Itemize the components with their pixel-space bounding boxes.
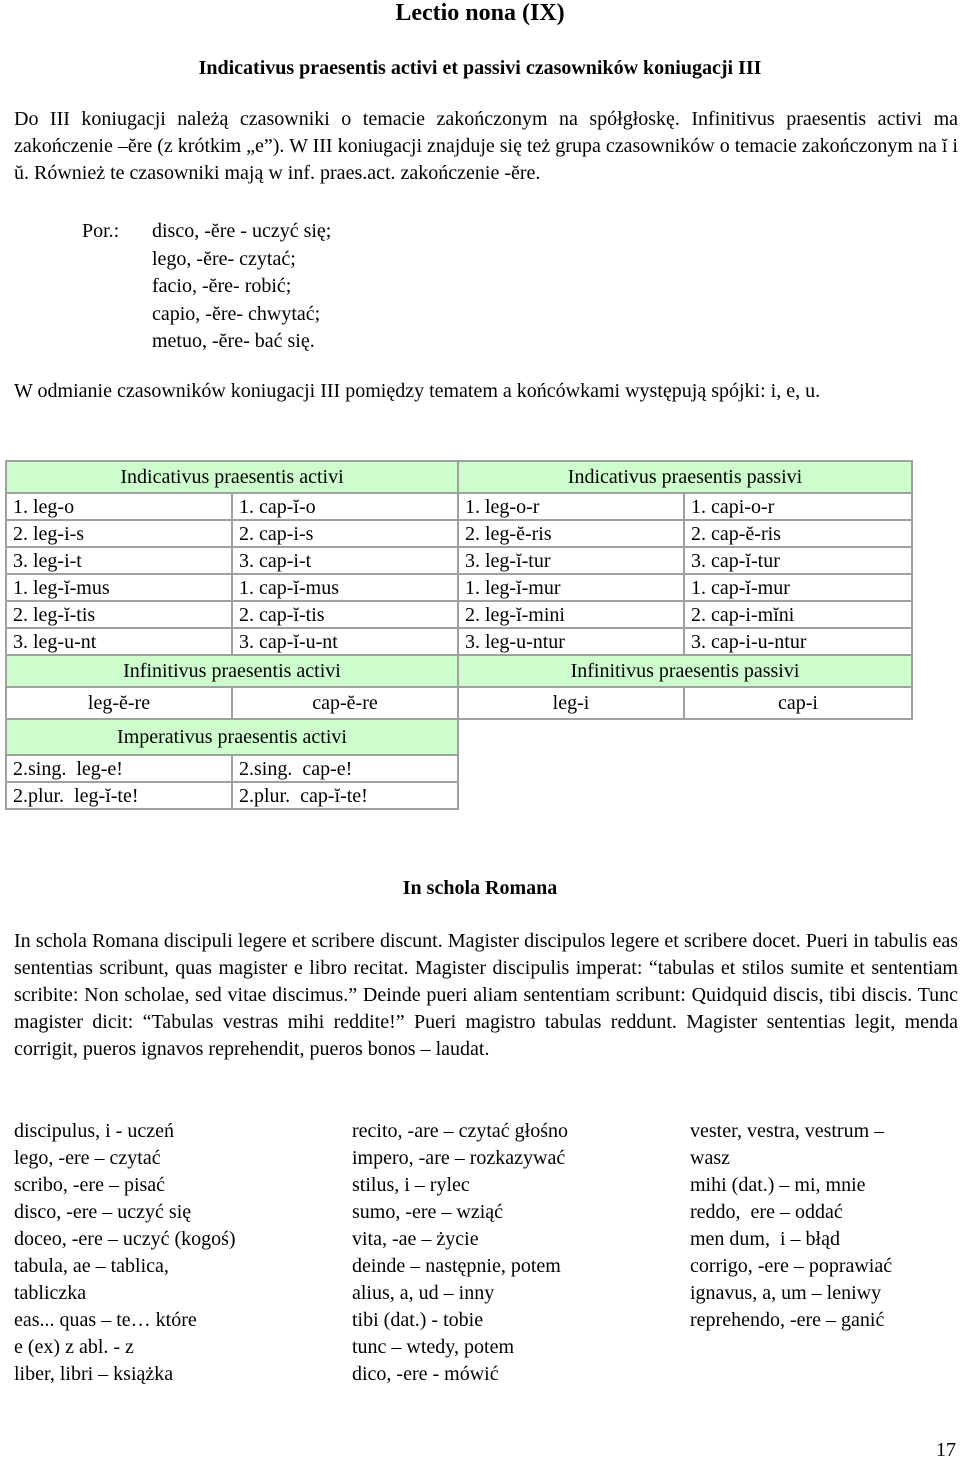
vocab-item: deinde – następnie, potem [352,1255,561,1277]
por-example: facio, -ĕre- robić; [152,275,292,297]
vocab-item: tabliczka [14,1282,87,1304]
vocab-column-2 [352,1118,682,1388]
table-cell: 2. cap-ĕ-ris [684,520,912,547]
table-cell: 1. leg-ĭ-mur [458,574,684,601]
table-cell: 3. leg-u-ntur [458,628,684,655]
table-row [6,574,912,601]
por-example: metuo, -ĕre- bać się. [152,330,315,352]
vocab-item: stilus, i – rylec [352,1174,470,1196]
table-row [6,687,912,719]
table-cell: 2. leg-ĭ-tis [6,601,232,628]
table-cell: 3. leg-u-nt [6,628,232,655]
vocab-column-1 [14,1118,344,1388]
table-cell: 3. cap-ĭ-tur [684,547,912,574]
vocab-item: scribo, -ere – pisać [14,1174,166,1196]
por-example: lego, -ĕre- czytać; [152,247,296,270]
reading-paragraph: In schola Romana discipuli legere et scribere discunt. Magister discipulos legere et scribere docet. Pueri in tabulis eas sententias scribunt, quas magister e libro recitat. Magister discipulis imperat: “tabulas et stilos sumite et sententiam scribite: Non scholae, sed vitae discimus.” Deinde pueri aliam sententiam scribunt: Quidquid discis, tibi discis. Tunc magister dicit: “Tabulas vestras mihi reddite!” Pueri magistro tabulas reddunt. Magister sententias legit, menda corrigit, pueros ignavos reprehendit, pueros bonos – laudat. [14,930,958,1060]
table-cell: 1. leg-o-r [458,493,684,520]
por-label: Por.: [82,220,120,242]
table-cell: 2.plur. leg-ĭ-te! [6,782,232,809]
vocab-item: vester, vestra, vestrum – [690,1120,885,1142]
table-cell: cap-i [684,687,912,719]
page-number: 17 [936,1439,956,1461]
header-imperative-active: Imperativus praesentis activi [6,719,458,755]
table-row [6,782,912,809]
table-cell: 2.sing. cap-e! [232,755,458,782]
vocab-item: discipulus, i - uczeń [14,1120,174,1142]
por-examples-list [152,218,331,356]
page-title: Lectio nona (IX) [395,0,565,26]
conjugation-table [5,460,913,810]
vocab-column-3 [690,1118,956,1334]
table-cell: 2. leg-ĕ-ris [458,520,684,547]
vocab-item: tunc – wtedy, potem [352,1336,515,1358]
table-cell: 3. leg-i-t [6,547,232,574]
vocab-item: reprehendo, -ere – ganić [690,1309,885,1331]
table-cell: 3. cap-i-t [232,547,458,574]
vocab-item: wasz [690,1147,730,1169]
table-cell: leg-i [458,687,684,719]
vocab-item: recito, -are – czytać głośno [352,1120,569,1142]
table-cell: 3. cap-ĭ-u-nt [232,628,458,655]
por-example: disco, -ĕre - uczyć się; [152,220,332,242]
table-cell: 1. cap-ĭ-mur [684,574,912,601]
vocab-item: sumo, -ere – wziąć [352,1201,504,1223]
table-row [6,755,912,782]
table-row [6,520,912,547]
vocab-item: tabula, ae – tablica, [14,1255,169,1277]
por-example: capio, -ĕre- chwytać; [152,302,321,325]
table-cell: 2. leg-i-s [6,520,232,547]
table-cell: 1. cap-ĭ-mus [232,574,458,601]
table-cell: leg-ĕ-re [6,687,232,719]
table-row [6,493,912,520]
vocab-item: lego, -ere – czytać [14,1147,161,1169]
vocab-item: corrigo, -ere – poprawiać [690,1255,893,1277]
header-indicative-passive: Indicativus praesentis passivi [458,461,912,493]
header-infinitive-passive: Infinitivus praesentis passivi [458,655,912,687]
note-paragraph: W odmianie czasowników koniugacji III pomiędzy tematem a końcówkami występują spójki: i, e, u. [14,380,821,402]
table-cell: 2.plur. cap-ĭ-te! [232,782,458,809]
vocab-item: e (ex) z abl. - z [14,1336,134,1358]
vocab-item: disco, -ere – uczyć się [14,1201,192,1223]
reading-title: In schola Romana [402,877,558,899]
vocab-item: liber, libri – książka [14,1363,174,1385]
table-cell: 1. leg-o [6,493,232,520]
table-row [6,547,912,574]
vocab-item: mihi (dat.) – mi, mnie [690,1174,866,1196]
vocab-item: eas... quas – te… które [14,1309,197,1331]
table-cell: 2.sing. leg-e! [6,755,232,782]
table-row [6,601,912,628]
vocab-item: impero, -are – rozkazywać [352,1147,566,1169]
table-cell: 2. cap-i-s [232,520,458,547]
table-cell: 1. cap-ĭ-o [232,493,458,520]
vocab-item: dico, -ere - mówić [352,1363,499,1385]
header-indicative-active: Indicativus praesentis activi [6,461,458,493]
vocab-item: tibi (dat.) - tobie [352,1309,484,1331]
vocab-item: doceo, -ere – uczyć (kogoś) [14,1228,236,1250]
header-infinitive-active: Infinitivus praesentis activi [6,655,458,687]
table-cell: 2. cap-ĭ-tis [232,601,458,628]
table-cell: 2. leg-ĭ-mini [458,601,684,628]
table-cell: 3. leg-ĭ-tur [458,547,684,574]
table-cell: cap-ĕ-re [232,687,458,719]
vocab-item: alius, a, ud – inny [352,1282,495,1304]
vocab-item: ignavus, a, um – leniwy [690,1282,882,1304]
table-cell: 1. capi-o-r [684,493,912,520]
vocab-item: men dum, i – błąd [690,1228,840,1250]
table-row [6,628,912,655]
vocab-item: reddo, ere – oddać [690,1201,843,1223]
table-cell: 3. cap-i-u-ntur [684,628,912,655]
lesson-subtitle: Indicativus praesentis activi et passivi czasowników koniugacji III [198,57,762,79]
table-cell: 2. cap-i-mĭni [684,601,912,628]
intro-paragraph: Do III koniugacji należą czasowniki o temacie zakończonym na spółgłoskę. Infinitivus praesentis activi ma zakończenie –ĕre (z krótkim „e”). W III koniugacji znajduje się też grupa czasowników o temacie zakończonym na ĭ i ŭ. Również te czasowniki mają w inf. praes.act. zakończenie -ĕre. [14,108,958,184]
table-cell: 1. leg-ĭ-mus [6,574,232,601]
vocab-item: vita, -ae – życie [352,1228,479,1250]
